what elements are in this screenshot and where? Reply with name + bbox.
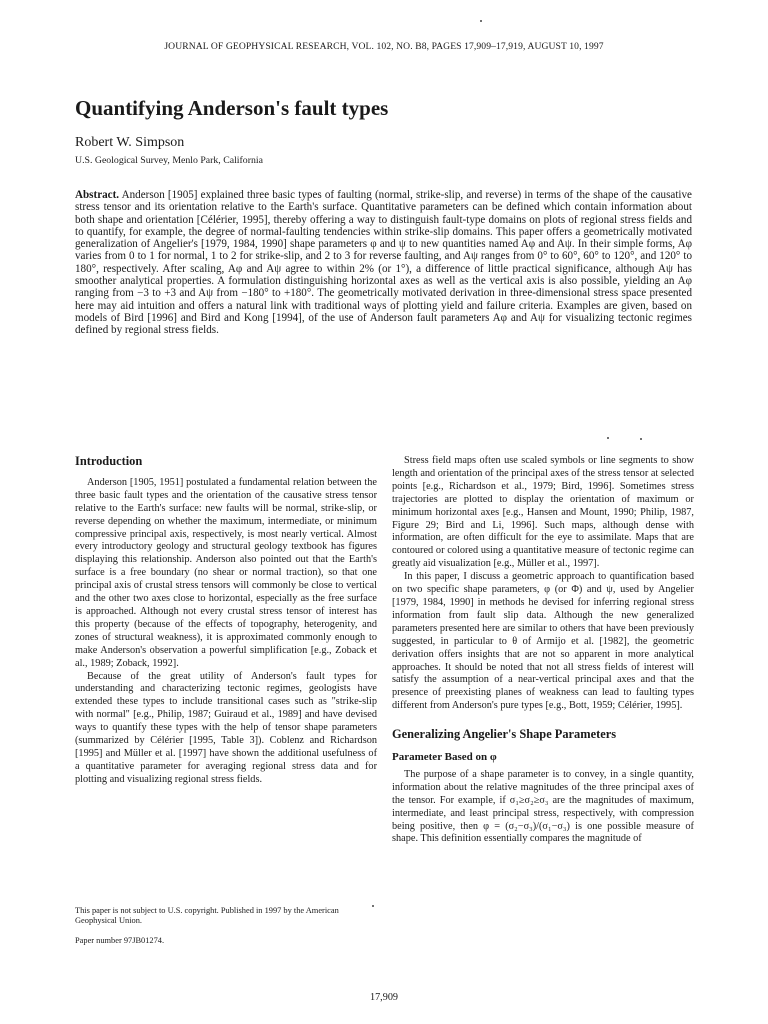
scan-speck [372,905,374,907]
paper-title: Quantifying Anderson's fault types [75,96,389,120]
paper-number: Paper number 97JB01274. [75,935,165,945]
subsection-heading: Parameter Based on φ [392,751,497,764]
scan-speck [640,438,642,440]
intro-paragraph-2: Because of the great utility of Anderson's fault types for understanding and characterizing tectonic regimes, geologists have extended these types to include transitional cases such as "strike-slip with normal" [e.g., Philip, 1987; Guiraud et al., 1989] and have devised ways to quantify these types with the help of tensor shape parameters (summarized by Célérier [1995, Table 3]). Coblenz and Richardson [1995] and Müller et al. [1997] have shown the additional usefulness of a quantitative parameter for averaging regional stress data and for plotting and visualizing regional stress fields. [75,670,377,785]
right-paragraph-3: The purpose of a shape parameter is to convey, in a single quantity, information about the relative magnitudes of the three principal axes of the tensor. For example, if σ₁≥σ₂≥σ₃ are the magnitudes of maximum, intermediate, and least principal stress, respectively, with compression being positive, then φ = (σ₂−σ₃)/(σ₁−σ₃) is one possible measure of shape. This definition essentially compares the magnitude of [392,768,694,845]
journal-header: JOURNAL OF GEOPHYSICAL RESEARCH, VOL. 102, NO. B8, PAGES 17,909–17,919, AUGUST 10, 1997 [164,41,604,52]
abstract [75,189,692,337]
scan-speck [480,20,482,22]
left-column [75,455,377,787]
abstract-label: Abstract. [75,189,120,201]
right-paragraph-2: In this paper, I discuss a geometric approach to quantification based on two specific shape parameters, φ (or Φ) and ψ, used by Angelier [1979, 1984, 1990] in methods he devised for inferring regional stress information from fault slip data. Although the new generalized parameters presented here are similar to others that have been previously suggested, in particular to θ of Armijo et al. [1982], the geometric derivation offers insights that are not so apparent in more analytical approaches. It should be noted that not all stress fields of interest will satisfy the assumption of a near-vertical principal axes and that the presence of preexisting planes of weakness can lead to faulting types different from Anderson's pure types [e.g., Bott, 1959; Célérier, 1995]. [392,571,694,712]
right-column [392,455,694,846]
author-affiliation: U.S. Geological Survey, Menlo Park, California [75,155,263,166]
right-paragraph-1: Stress field maps often use scaled symbols or line segments to show length and orientation of the principal axes of the stress tensor at selected points [e.g., Richardson et al., 1979; Bird, 1996]. Sometimes stress trajectories are plotted to display the orientation of maximum or minimum horizontal axes [e.g., Hansen and Mount, 1990; Philip, 1987, Figure 29; Bird and Li, 1996]. Such maps, although dense with information, are often difficult for the eye to assimilate. Maps that are contoured or colored using a quantitative measure of tectonic regime can greatly aid visualization [e.g., Müller et al., 1997]. [392,455,694,570]
page-number: 17,909 [369,992,398,1003]
author-name: Robert W. Simpson [75,135,185,150]
introduction-heading: Introduction [75,454,143,468]
intro-paragraph-1: Anderson [1905, 1951] postulated a fundamental relation between the three basic fault types and the orientation of the causative stress tensor relative to the Earth's surface: new faults will be normal, strike-slip, or reverse depending on whether the maximum, intermediate, or minimum compressive principal axis, respectively, is most nearly vertical. Almost every introductory geology and structural geology textbook has figures displaying this relationship. Anderson also pointed out that the Earth's surface is a free boundary (no shear or normal traction), so that one principal axis of crustal stress tensors will commonly be close to vertical and the other two axes close to horizontal, especially as the free surface is approached. Although not every crustal stress tensor of interest has this property (because of the effects of topography, heterogenity, and zones of structural weakness), it is approximated commonly enough to make Anderson's observation a powerful simplification [e.g., Zoback et al., 1989; Zoback, 1992]. [75,476,377,669]
abstract-text: Anderson [1905] explained three basic types of faulting (normal, strike-slip, and reverse) in terms of the shape of the causative stress tensor and its orientation relative to the Earth's surface. Quantitative parameters can be defined which contain information about both shape and orientation [Célérier, 1995], thereby offering a way to distinguish fault-type domains on plots of regional stress fields and to quantify, for example, the degree of normal-faulting tendencies within strike-slip domains. This paper offers a geometrically motivated generalization of Angelier's [1979, 1984, 1990] shape parameters φ and ψ to new quantities named Aφ and Aψ. In their simple forms, Aφ varies from 0 to 1 for normal, 1 to 2 for strike-slip, and 2 to 3 for reverse faulting, and Aψ ranges from 0° to 60°, 60° to 120°, and 120° to 180°, respectively. After scaling, Aφ and Aψ agree to within 2% (or 1°), a difference of little practical significance, although Aψ has smoother analytical properties. A formulation distinguishing horizontal axes as well as the vertical axis is also possible, yielding an Aφ ranging from −3 to +3 and Aψ from −180° to +180°. The geometrically motivated derivation in three-dimensional stress space presented here may aid intuition and offers a natural link with traditional ways of plotting yield and failure criteria. Examples are given, based on models of Bird [1996] and Bird and Kong [1994], of the use of Anderson fault parameters Aφ and Aψ for visualizing tectonic regimes defined by regional stress fields. [75,189,692,337]
section-heading: Generalizing Angelier's Shape Parameters [392,727,617,742]
scan-speck [607,437,609,439]
footnote [75,906,375,946]
copyright-note: This paper is not subject to U.S. copyright. Published in 1997 by the American Geophysical Union. [75,906,339,926]
